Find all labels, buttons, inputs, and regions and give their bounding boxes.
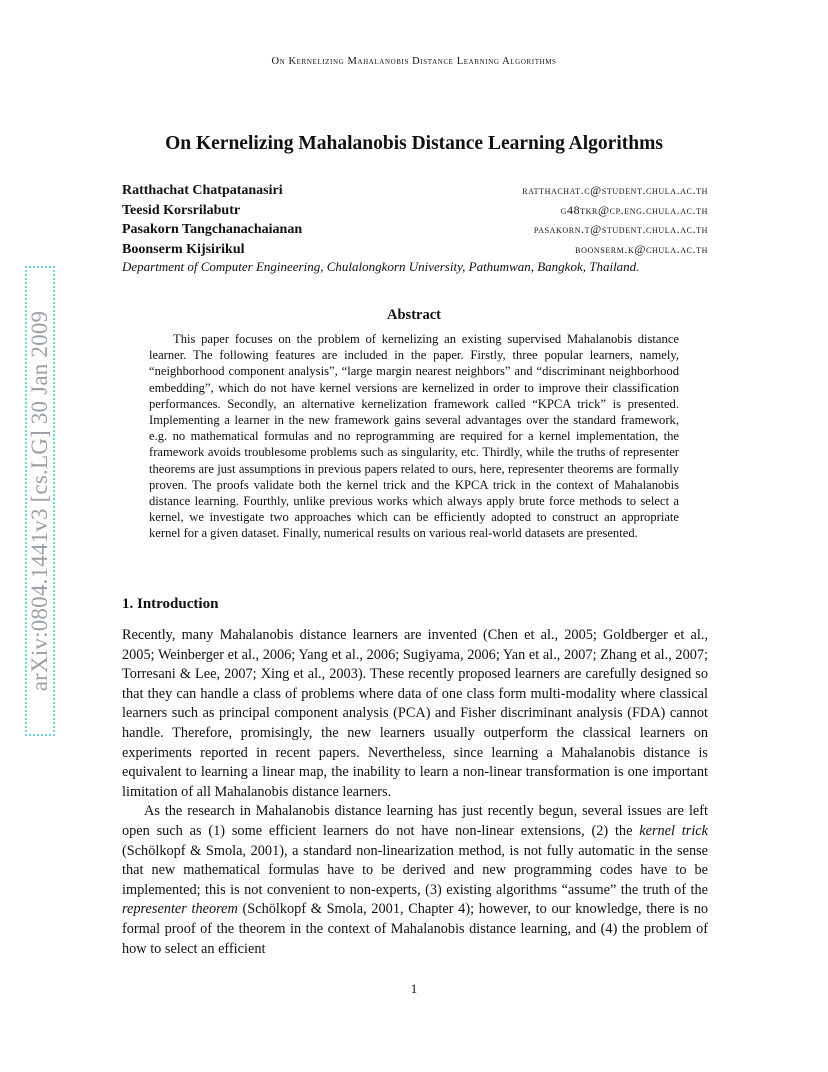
author-name: Teesid Korsrilabutr: [122, 202, 241, 218]
author-name: Ratthachat Chatpatanasiri: [122, 183, 283, 198]
author-name: Boonserm Kijsirikul: [122, 241, 245, 257]
author-name: Pasakorn Tangchanachaianan: [122, 222, 303, 237]
author-email: g48tkr@cp.eng.chula.ac.th: [560, 202, 708, 217]
author-row: [122, 183, 708, 203]
kernel-trick-term: kernel trick: [639, 822, 708, 839]
author-email: boonserm.k@chula.ac.th: [575, 241, 708, 256]
paragraph: [122, 802, 708, 959]
paragraph-text: (Schölkopf & Smola, 2001), a standard non-linearization method, is not fully automatic in the sense that new mathematical formulas have to be derived and new programming codes have to be implemented; this is not convenient to non-experts, (3) existing algorithms “assume” the truth of the: [122, 842, 708, 898]
arxiv-id-text: arXiv:0804.1441v3 [cs.LG] 30 Jan 2009: [27, 310, 52, 692]
affiliation: Department of Computer Engineering, Chulalongkorn University, Pathumwan, Bangkok, Thailand.: [122, 259, 640, 274]
section-heading: 1. Introduction: [122, 596, 219, 612]
paragraph-text: As the research in Mahalanobis distance learning has just recently begun, several issues are left open such as (1) some efficient learners do not have non-linear extensions, (2) the: [122, 803, 708, 839]
author-email: pasakorn.t@student.chula.ac.th: [533, 222, 708, 236]
representer-theorem-term: representer theorem: [122, 901, 238, 918]
paragraph: Recently, many Mahalanobis distance learners are invented (Chen et al., 2005; Goldberger et al., 2005; Weinberger et al., 2006; Yang et al., 2006; Sugiyama, 2006; Yan et al., 2007; Zhang et al., 2007; Torresani & Lee, 2007; Xing et al., 2003). These recently proposed learners are carefully designed so that they can handle a class of problems where data of one class form multi-modality where classical learners such as principal component analysis (PCA) and Fisher discriminant analysis (FDA) cannot handle. Therefore, promisingly, the new learners usually outperform the classical learners on experiments reported in recent papers. Nevertheless, since learning a Mahalanobis distance is equivalent to learning a linear map, the inability to learn a non-linear transformation is one important limitation of all Mahalanobis distance learners.: [122, 627, 708, 800]
running-head: On Kernelizing Mahalanobis Distance Learning Algorithms: [271, 56, 557, 67]
author-row: [122, 203, 708, 223]
arxiv-identifier-stamp: [25, 266, 55, 736]
paragraph-text: (Schölkopf & Smola, 2001, Chapter 4); however, to our knowledge, there is no formal proof of the theorem in the context of Mahalanobis distance learning, and (4) the problem of how to select an efficient: [122, 901, 708, 957]
abstract-text: This paper focuses on the problem of kernelizing an existing supervised Mahalanobis distance learner. The following features are included in the paper. Firstly, three popular learners, namely, “neighborhood component analysis”, “large margin nearest neighbors” and “discriminant neighborhood embedding”, which do not have kernel versions are kernelized in order to improve their classification performances. Secondly, an alternative kernelization framework called “KPCA trick” is presented. Implementing a learner in the new framework gains several advantages over the standard framework, e.g. no mathematical formulas and no reprogramming are required for a kernel implementation, the framework avoids troublesome problems such as singularity, etc. Thirdly, while the truths of representer theorems are just assumptions in previous papers related to ours, here, representer theorems are formally proven. The proofs validate both the kernel trick and the KPCA trick in the context of Mahalanobis distance learning. Fourthly, unlike previous works which always apply brute force methods to select a kernel, we investigate two approaches which can be efficiently adopted to construct an appropriate kernel for a given dataset. Finally, numerical results on various real-world datasets are presented.: [149, 332, 679, 541]
paper-title: On Kernelizing Mahalanobis Distance Learning Algorithms: [165, 133, 663, 154]
author-row: [122, 222, 708, 242]
author-email: ratthachat.c@student.chula.ac.th: [522, 183, 708, 197]
author-block: [122, 183, 708, 261]
introduction-body: [122, 626, 708, 959]
abstract-heading: Abstract: [387, 307, 441, 323]
page-number: 1: [410, 981, 418, 996]
